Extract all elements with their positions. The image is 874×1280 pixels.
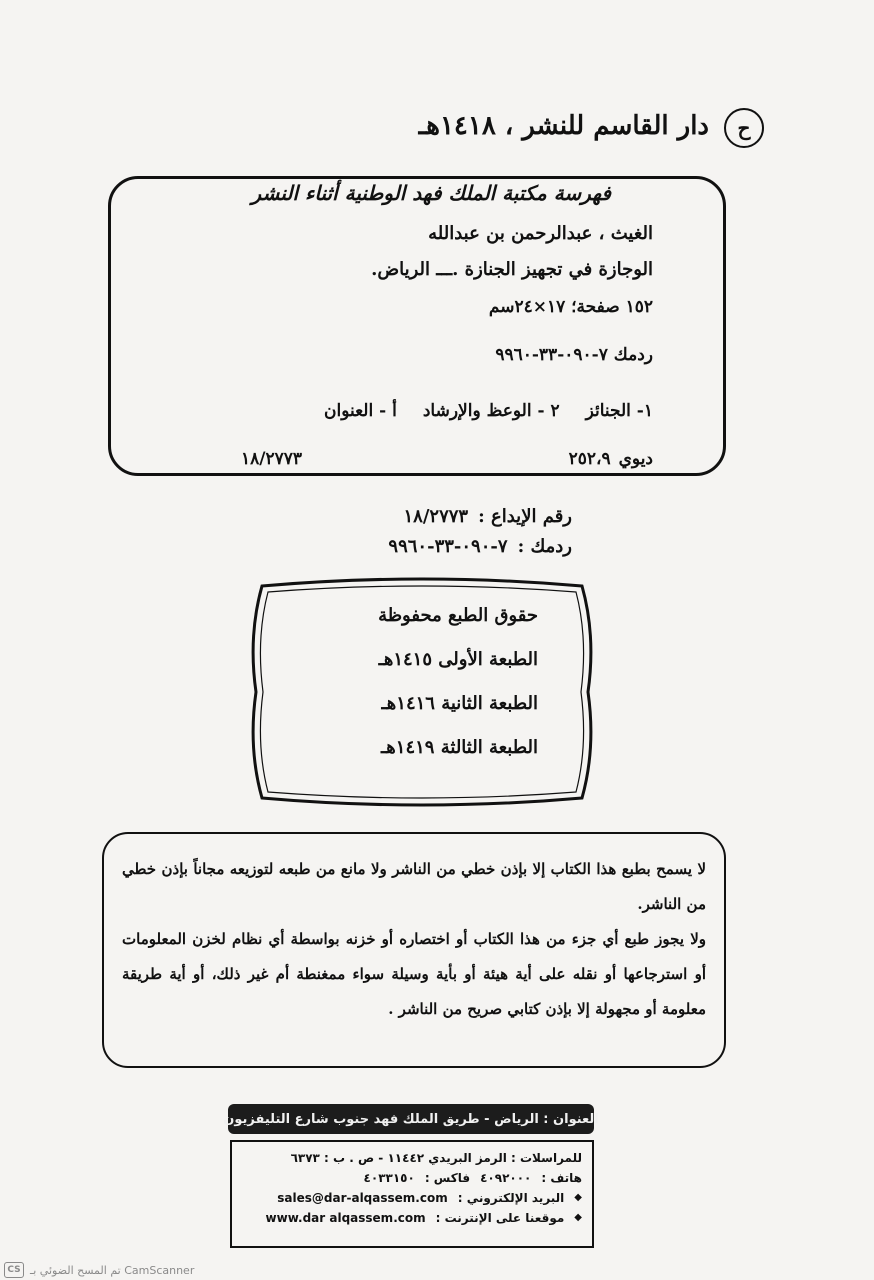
edition-line: الطبعة الأولى ١٤١٥هـ bbox=[378, 649, 538, 670]
isbn-value: ٧-٠٩٠-٣٣-٩٩٦٠ bbox=[388, 536, 508, 557]
notice-paragraph: لا يسمح بطبع هذا الكتاب إلا بإذن خطي من الناشر ولا مانع من طبعه لتوزيعه مجاناً بإذن خطي من الناشر. bbox=[122, 860, 706, 913]
catalog-pages: ١٥٢ صفحة؛ ١٧×٢٤سم bbox=[488, 297, 653, 317]
catalog-subject: أ - العنوان bbox=[323, 401, 397, 421]
mail-line: للمراسلات : الرمز البريدي ١١٤٤٢ - ص . ب : ٦٣٧٣ bbox=[290, 1151, 582, 1165]
dewey-label: ديوي bbox=[618, 449, 653, 469]
catalog-box bbox=[108, 176, 726, 476]
email-row bbox=[242, 1188, 582, 1208]
camscanner-logo-icon: CS bbox=[4, 1262, 24, 1278]
phone-fax-row bbox=[242, 1168, 582, 1188]
deposit-info bbox=[388, 502, 572, 562]
deposit-label: رقم الإيداع : bbox=[478, 506, 572, 527]
publisher-line: دار القاسم للنشر ، ١٤١٨هـ bbox=[418, 111, 709, 141]
scanner-watermark bbox=[4, 1262, 194, 1278]
rights-content bbox=[378, 594, 538, 770]
copyright-mark: ح bbox=[724, 108, 764, 148]
catalog-author: الغيث ، عبدالرحمن بن عبدالله bbox=[428, 223, 653, 244]
catalog-book-title: الوجازة في تجهيز الجنازة .ـــ الرياض. bbox=[371, 259, 653, 280]
catalog-subject: ٢ - الوعظ والإرشاد bbox=[422, 401, 560, 421]
copyright-notice-box bbox=[102, 832, 726, 1068]
email-label: البريد الإلكتروني : bbox=[457, 1191, 565, 1205]
catalog-bottom-row bbox=[241, 449, 653, 469]
phone-value: ٤٠٩٢٠٠٠ bbox=[480, 1171, 532, 1185]
email-address[interactable]: sales@dar-alqassem.com bbox=[277, 1191, 448, 1205]
deposit-row bbox=[388, 502, 572, 532]
catalog-deposit-number: ١٨/٢٧٧٣ bbox=[241, 449, 302, 469]
publisher-header bbox=[149, 96, 751, 156]
website-address[interactable]: www.dar alqassem.com bbox=[265, 1211, 426, 1225]
rights-frame bbox=[244, 576, 600, 808]
notice-paragraph: ولا يجوز طبع أي جزء من هذا الكتاب أو اختصاره أو خزنه بواسطة أي نظام لخزن المعلومات أو استرجاعها أو نقله على أية هيئة أو بأية وسيلة سواء ممغنطة أم غير ذلك، أو أية طريقة معلومة أو مجهولة إلا بإذن كتابي صريح من الناشر . bbox=[122, 930, 706, 1018]
fax-value: ٤٠٣٣١٥٠ bbox=[363, 1171, 415, 1185]
isbn-label: ردمك : bbox=[517, 536, 572, 557]
phone-label: هاتف : bbox=[541, 1171, 582, 1185]
diamond-bullet-icon: ◆ bbox=[574, 1192, 582, 1203]
catalog-subject: ١- الجنائز bbox=[585, 401, 653, 421]
edition-line: الطبعة الثالثة ١٤١٩هـ bbox=[381, 737, 538, 758]
edition-line: الطبعة الثانية ١٤١٦هـ bbox=[381, 693, 538, 714]
rights-heading: حقوق الطبع محفوظة bbox=[378, 605, 538, 626]
catalog-title: فهرسة مكتبة الملك فهد الوطنية أثناء النشر bbox=[251, 181, 611, 205]
watermark-text: تم المسح الضوئي بـ CamScanner bbox=[30, 1263, 195, 1277]
mail-row bbox=[242, 1148, 582, 1168]
catalog-dewey bbox=[569, 449, 653, 469]
web-label: موقعنا على الإنترنت : bbox=[435, 1211, 565, 1225]
deposit-value: ١٨/٢٧٧٣ bbox=[403, 506, 469, 527]
web-row bbox=[242, 1208, 582, 1228]
diamond-bullet-icon: ◆ bbox=[574, 1212, 582, 1223]
catalog-isbn: ردمك ٧-٠٩٠-٣٣-٩٩٦٠ bbox=[495, 345, 653, 365]
dewey-value: ٢٥٢،٩ bbox=[568, 449, 611, 469]
fax-label: فاكس : bbox=[424, 1171, 471, 1185]
isbn-row bbox=[388, 532, 572, 562]
contact-box bbox=[230, 1140, 594, 1248]
address-bar: العنوان : الرياض - طريق الملك فهد جنوب شارع التليفزيون bbox=[228, 1104, 594, 1134]
catalog-subjects bbox=[324, 401, 653, 421]
